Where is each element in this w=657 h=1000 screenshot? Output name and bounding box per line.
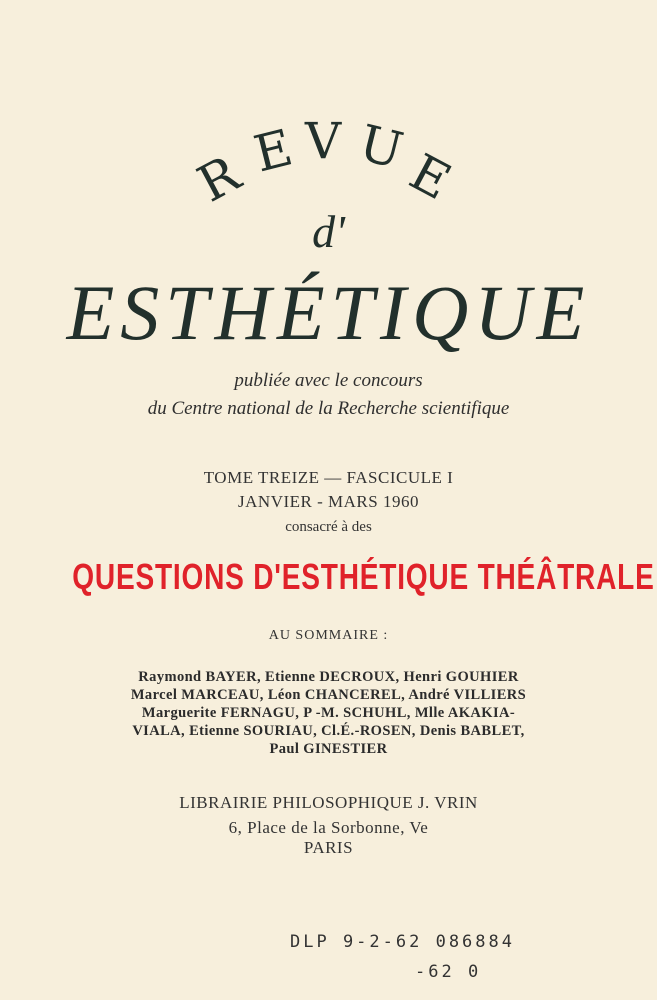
revue-letter: V <box>305 112 342 170</box>
issue-date: JANVIER - MARS 1960 <box>238 492 419 511</box>
revue-letter: E <box>400 142 460 212</box>
issue-dedication: consacré à des <box>285 519 372 535</box>
publisher-address: 6, Place de la Sorbonne, Ve <box>228 818 429 837</box>
revue-letter: E <box>248 118 298 184</box>
stamp-number: -62 0 <box>415 962 482 982</box>
author-line: Marcel MARCEAU, Léon CHANCEREL, André VILLIERS <box>130 687 527 703</box>
stamp-code: DLP 9-2-62 086884 <box>290 932 515 952</box>
contents-authors <box>0 668 657 758</box>
revue-letter: R <box>188 144 250 214</box>
issue-tome: TOME TREIZE — FASCICULE I <box>203 468 454 487</box>
author-line: Raymond BAYER, Etienne DECROUX, Henri GOUHIER <box>138 669 519 685</box>
d-apostrophe: d' <box>312 206 345 257</box>
revue-letter: U <box>353 113 409 181</box>
subtitle-line1: publiée avec le concours <box>234 370 423 391</box>
publisher-name: LIBRAIRIE PHILOSOPHIQUE J. VRIN <box>179 793 478 812</box>
author-line: Paul GINESTIER <box>269 741 388 757</box>
author-line: VIALA, Etienne SOURIAU, Cl.É.-ROSEN, Denis BABLET, <box>132 723 525 739</box>
journal-title: ESTHÉTIQUE <box>66 269 591 356</box>
author-line: Marguerite FERNAGU, P -M. SCHUHL, Mlle AKAKIA- <box>141 705 516 721</box>
contents-heading: AU SOMMAIRE : <box>268 628 389 643</box>
issue-theme: QUESTIONS D'ESTHÉTIQUE THÉÂTRALE <box>72 556 655 597</box>
subtitle-line2: du Centre national de la Recherche scientifique <box>147 398 510 419</box>
publisher-city: PARIS <box>303 838 354 857</box>
